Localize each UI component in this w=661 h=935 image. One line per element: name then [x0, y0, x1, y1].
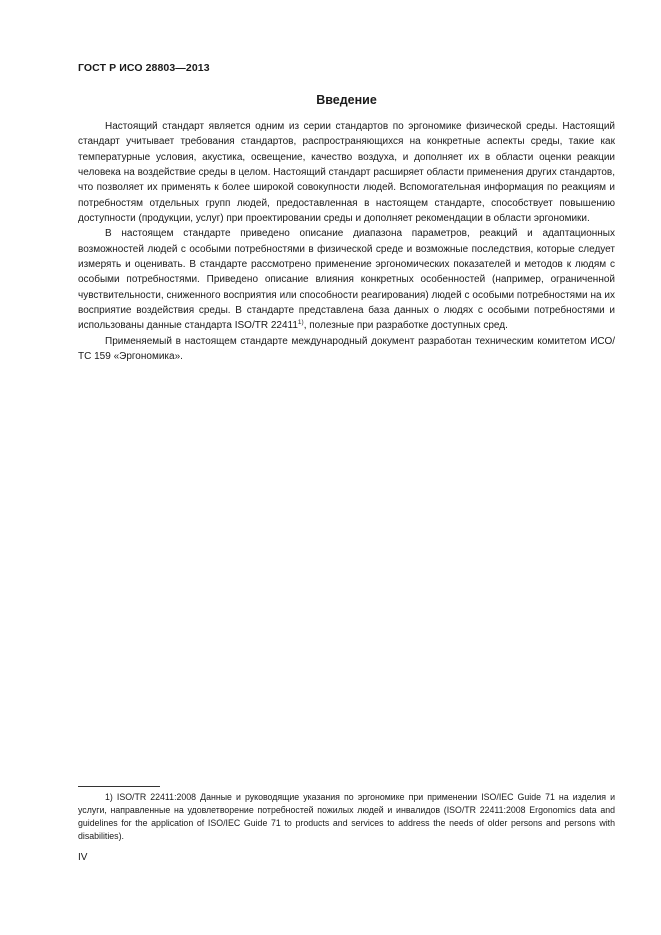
paragraph-2 — [78, 226, 615, 333]
body-text — [78, 119, 615, 365]
footnote-separator — [78, 786, 160, 787]
section-title: Введение — [316, 93, 377, 107]
footnote — [78, 791, 615, 843]
paragraph-2-text: В настоящем стандарте приведено описание диапазона параметров, реакций и адаптационных возможностей людей с особыми потребностями в физической среде и возможные последствия, которые следует измерять и оценивать. В стандарте рассмотрено применение эргономических показателей и методов к людям с особыми потребностями. Приведено описание влияния конкретных особенностей (например, ограниченной чувствительности, сниженного восприятия или способности реагирования) людей с особыми потребностями на их восприятие воздействия среды. В стандарте представлена база данных о людях с особыми потребностями и использованы данные стандарта ISO/TR 22411 — [78, 228, 615, 332]
paragraph-2-text-end: , полезные при разработке доступных сред. — [303, 320, 508, 332]
footnote-reference: 1) — [297, 319, 304, 327]
paragraph-3: Применяемый в настоящем стандарте международный документ разработан техническим комитетом ИСО/ТС 159 «Эргономика». — [78, 335, 615, 363]
page-number: IV — [78, 852, 88, 863]
paragraph-1: Настоящий стандарт является одним из серии стандартов по эргономике физической среды. Настоящий стандарт учитывает требования стандартов, распространяющихся на конкретные аспекты среды, такие как температурные условия, акустика, освещение, качество воздуха, и дополняет их в области оценки реакции человека на воздействие среды в целом. Настоящий стандарт расширяет области применения других стандартов, что позволяет их применять к более широкой совокупности людей. Вспомогательная информация по реакциям и потребностям отдельных групп людей, предоставленная в настоящем стандарте, способствует повышению доступности (продукции, услуг) при проектировании среды и дополняет рекомендации в области эргономики. — [78, 121, 615, 225]
footnote-text: 1) ISO/TR 22411:2008 Данные и руководящие указания по эргономике при применении ISO/IEC Guide 71 на изделия и услуги, направленные на удовлетворение потребностей пожилых людей и инвалидов (ISO/TR 22411:2008 Ergonomics data and guidelines for the application of ISO/IEC Guide 71 to products and services to address the needs of older persons and persons with disabilities). — [78, 792, 615, 841]
standard-code-header: ГОСТ Р ИСО 28803—2013 — [78, 62, 210, 74]
